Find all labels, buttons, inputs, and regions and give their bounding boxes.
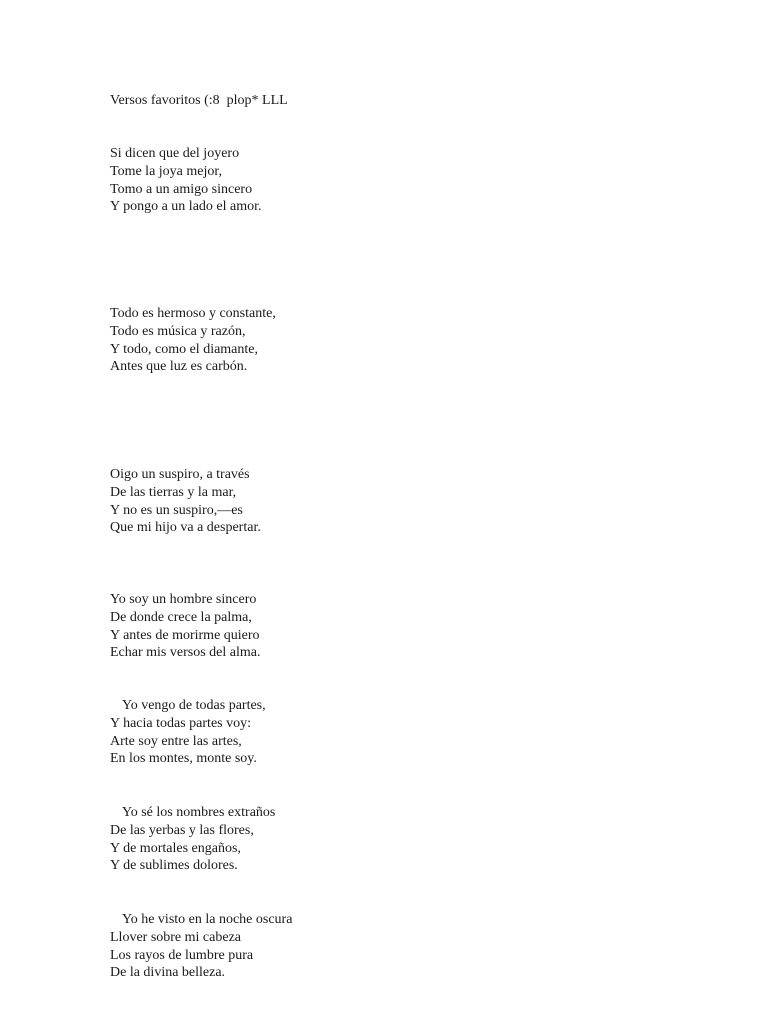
verse-line: Echar mis versos del alma. — [110, 645, 261, 661]
verse-line: Y todo, como el diamante, — [110, 341, 258, 357]
stanza-4 — [110, 591, 260, 662]
verse-line: Tome la joya mejor, — [110, 163, 222, 179]
verse-line: Todo es hermoso y constante, — [110, 306, 276, 321]
verse-line: Tomo a un amigo sincero — [110, 181, 253, 197]
verse-line: Yo soy un hombre sincero — [110, 592, 257, 607]
verse-line: Arte soy entre las artes, — [110, 733, 242, 749]
verse-line: De las tierras y la mar, — [110, 484, 237, 500]
verse-line: De las yerbas y las flores, — [110, 822, 254, 838]
verse-line: Antes que luz es carbón. — [110, 359, 248, 375]
stanza-2 — [110, 305, 276, 376]
verse-line: De la divina belleza. — [110, 965, 226, 981]
verse-line: Y no es un suspiro,—es — [110, 502, 243, 518]
stanza-5 — [110, 697, 266, 768]
verse-line: Llover sobre mi cabeza — [110, 929, 241, 945]
stanza-7 — [110, 911, 292, 982]
verse-line: Y de sublimes dolores. — [110, 858, 238, 874]
verse-line: Yo sé los nombres extraños — [122, 805, 276, 820]
verse-line: Los rayos de lumbre pura — [110, 947, 254, 963]
verse-line: En los montes, monte soy. — [110, 751, 257, 767]
stanza-6 — [110, 804, 275, 875]
verse-line: Todo es música y razón, — [110, 323, 246, 339]
document-title: Versos favoritos (:8 plop* LLL — [110, 93, 288, 108]
stanza-1 — [110, 145, 262, 216]
verse-line: Y hacia todas partes voy: — [110, 715, 251, 731]
verse-line: Y antes de morirme quiero — [110, 627, 260, 643]
verse-line: Y pongo a un lado el amor. — [110, 199, 262, 215]
verse-line: De donde crece la palma, — [110, 609, 252, 625]
verse-line: Si dicen que del joyero — [110, 146, 240, 161]
verse-line: Yo he visto en la noche oscura — [122, 912, 293, 927]
verse-line: Oigo un suspiro, a través — [110, 467, 250, 482]
verse-line: Yo vengo de todas partes, — [122, 698, 266, 713]
verse-line: Y de mortales engaños, — [110, 840, 241, 856]
stanza-3 — [110, 466, 261, 537]
verse-line: Que mi hijo va a despertar. — [110, 520, 261, 536]
